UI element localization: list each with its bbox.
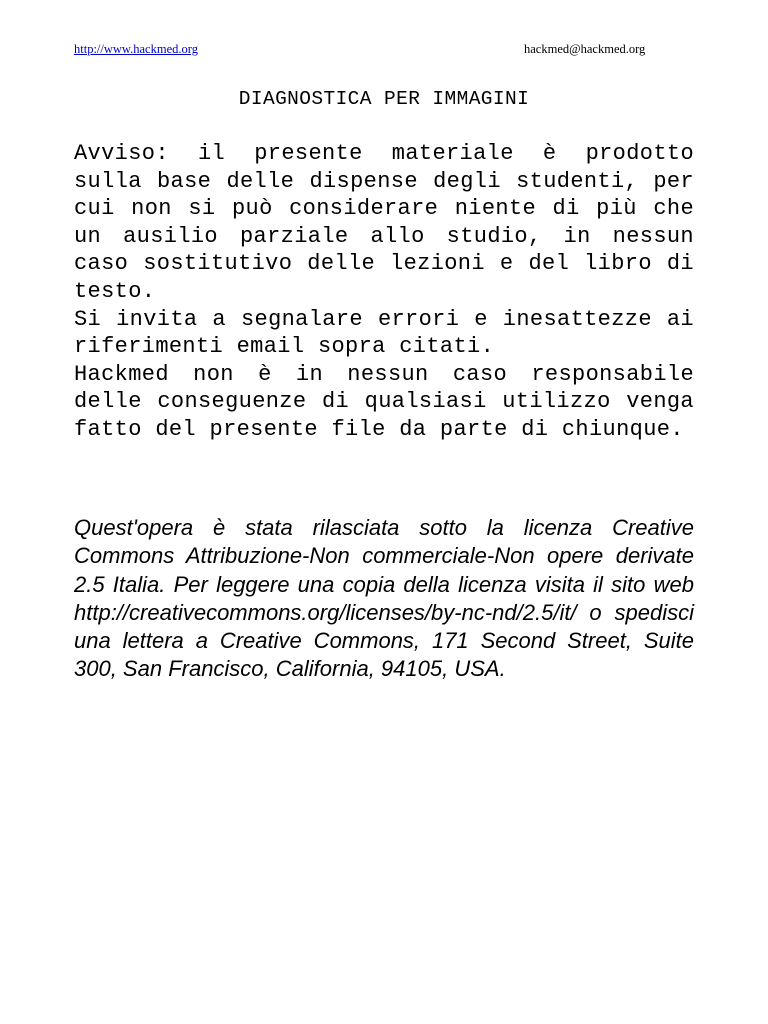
notice-paragraph-errors: Si invita a segnalare errori e inesattezze ai riferimenti email sopra citati.	[74, 306, 694, 360]
notice-paragraph-disclaimer: Avviso: il presente materiale è prodotto sulla base delle dispense degli studenti, per cui non si può considerare niente di più che un ausilio parziale allo studio, in nessun caso sostitutivo delle lezioni e del libro di testo.	[74, 141, 694, 304]
notice-paragraph-liability: Hackmed non è in nessun caso responsabile delle conseguenze di qualsiasi utilizzo venga fatto del presente file da parte di chiunque.	[74, 361, 694, 442]
notice-section	[74, 140, 694, 444]
website-link[interactable]: http://www.hackmed.org	[74, 42, 198, 56]
license-text: Quest'opera è stata rilasciata sotto la licenza Creative Commons Attribuzione-Non commerciale-Non opere derivate 2.5 Italia. Per leggere una copia della licenza visita il sito web http://creativecommons.org/licenses/by-nc-nd/2.5/it/ o spedisci una lettera a Creative Commons, 171 Second Street, Suite 300, San Francisco, California, 94105, USA.	[74, 515, 694, 682]
license-section	[74, 514, 694, 684]
page-title: DIAGNOSTICA PER IMMAGINI	[238, 88, 530, 110]
contact-email: hackmed@hackmed.org	[524, 42, 646, 56]
page-header	[74, 42, 694, 60]
